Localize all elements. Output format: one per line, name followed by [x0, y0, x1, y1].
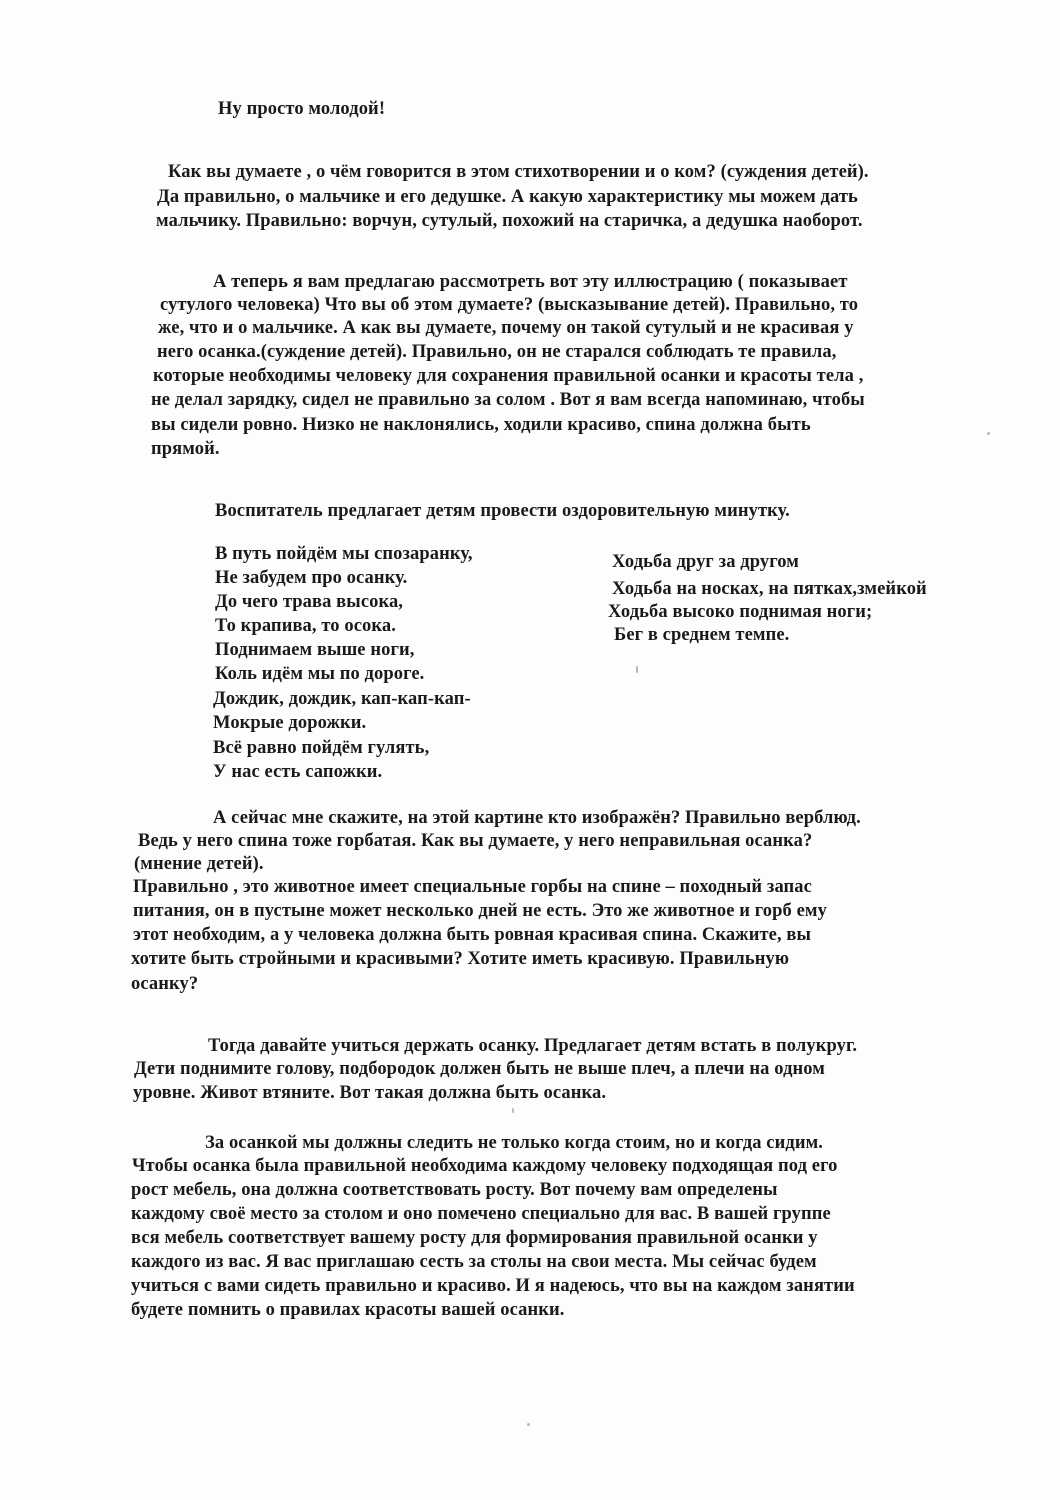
exercise-intro: Воспитатель предлагает детям провести оздоровительную минутку.: [215, 501, 790, 521]
paragraph-line: него осанка.(суждение детей). Правильно, он не старался соблюдать те правила,: [157, 342, 837, 362]
action-line: Бег в среднем темпе.: [614, 625, 790, 645]
paragraph-line: А сейчас мне скажите, на этой картине кто изображён? Правильно верблюд.: [213, 808, 861, 828]
paragraph-line: вся мебель соответствует вашему росту для формирования правильной осанки у: [131, 1228, 818, 1248]
paragraph-line: Чтобы осанка была правильной необходима каждому человеку подходящая под его: [132, 1156, 838, 1176]
action-line: Ходьба высоко поднимая ноги;: [608, 602, 873, 622]
paragraph-line: А теперь я вам предлагаю рассмотреть вот эту иллюстрацию ( показывает: [213, 272, 848, 292]
paragraph-line: не делал зарядку, сидел не правильно за солом . Вот я вам всегда напоминаю, чтобы: [151, 390, 865, 410]
paragraph-line: Правильно , это животное имеет специальные горбы на спине – походный запас: [133, 877, 812, 897]
paragraph-line: Тогда давайте учиться держать осанку. Предлагает детям встать в полукруг.: [208, 1036, 858, 1056]
scan-speck: [987, 432, 990, 435]
paragraph-line: сутулого человека) Что вы об этом думаете? (высказывание детей). Правильно, то: [160, 295, 859, 315]
scan-speck: [512, 1108, 514, 1113]
paragraph-line: учиться с вами сидеть правильно и красиво. И я надеюсь, что вы на каждом занятии: [131, 1276, 855, 1296]
paragraph-line: Как вы думаете , о чём говорится в этом стихотворении и о ком? (суждения детей).: [168, 162, 869, 182]
paragraph-line: этот необходим, а у человека должна быть ровная красивая спина. Скажите, вы: [133, 925, 812, 945]
paragraph-line: которые необходимы человеку для сохранения правильной осанки и красоты тела ,: [153, 366, 864, 386]
paragraph-line: же, что и о мальчике. А как вы думаете, почему он такой сутулый и не красивая у: [158, 318, 854, 338]
poem-line: Мокрые дорожки.: [213, 713, 367, 733]
paragraph-line: питания, он в пустыне может несколько дней не есть. Это же животное и горб ему: [133, 901, 827, 921]
paragraph-line: рост мебель, она должна соответствовать росту. Вот почему вам определены: [131, 1180, 778, 1200]
paragraph-line: Да правильно, о мальчике и его дедушке. А какую характеристику мы можем дать: [157, 187, 858, 207]
paragraph-line: осанку?: [131, 974, 199, 994]
scan-speck: [636, 666, 638, 673]
paragraph-line: Ведь у него спина тоже горбатая. Как вы думаете, у него неправильная осанка?: [138, 831, 813, 851]
poem-line: Коль идём мы по дороге.: [215, 664, 425, 684]
action-line: Ходьба на носках, на пятках,змейкой: [612, 579, 927, 599]
paragraph-line: хотите быть стройными и красивыми? Хотите иметь красивую. Правильную: [131, 949, 790, 969]
paragraph-line: прямой.: [151, 439, 220, 459]
poem-line: Поднимаем выше ноги,: [215, 640, 415, 660]
page-title: Ну просто молодой!: [218, 99, 386, 119]
scan-speck: [527, 1423, 530, 1426]
poem-line: Дождик, дождик, кап-кап-кап-: [213, 689, 471, 709]
paragraph-line: уровне. Живот втяните. Вот такая должна быть осанка.: [133, 1083, 607, 1103]
paragraph-line: Дети поднимите голову, подбородок должен быть не выше плеч, а плечи на одном: [134, 1059, 825, 1079]
poem-line: То крапива, то осока.: [215, 616, 396, 636]
poem-line: Не забудем про осанку.: [215, 568, 408, 588]
action-line: Ходьба друг за другом: [612, 552, 799, 572]
paragraph-line: будете помнить о правилах красоты вашей осанки.: [131, 1300, 565, 1320]
paragraph-line: За осанкой мы должны следить не только когда стоим, но и когда сидим.: [205, 1133, 824, 1153]
paragraph-line: каждому своё место за столом и оно помечено специально для вас. В вашей группе: [131, 1204, 831, 1224]
paragraph-line: каждого из вас. Я вас приглашаю сесть за столы на свои места. Мы сейчас будем: [131, 1252, 817, 1272]
paragraph-line: мальчику. Правильно: ворчун, сутулый, похожий на старичка, а дедушка наоборот.: [156, 211, 863, 231]
poem-line: Всё равно пойдём гулять,: [213, 738, 430, 758]
paragraph-line: вы сидели ровно. Низко не наклонялись, ходили красиво, спина должна быть: [151, 415, 811, 435]
paragraph-line: (мнение детей).: [134, 854, 264, 874]
poem-line: В путь пойдём мы спозаранку,: [215, 544, 473, 564]
poem-line: До чего трава высока,: [215, 592, 404, 612]
poem-line: У нас есть сапожки.: [213, 762, 383, 782]
